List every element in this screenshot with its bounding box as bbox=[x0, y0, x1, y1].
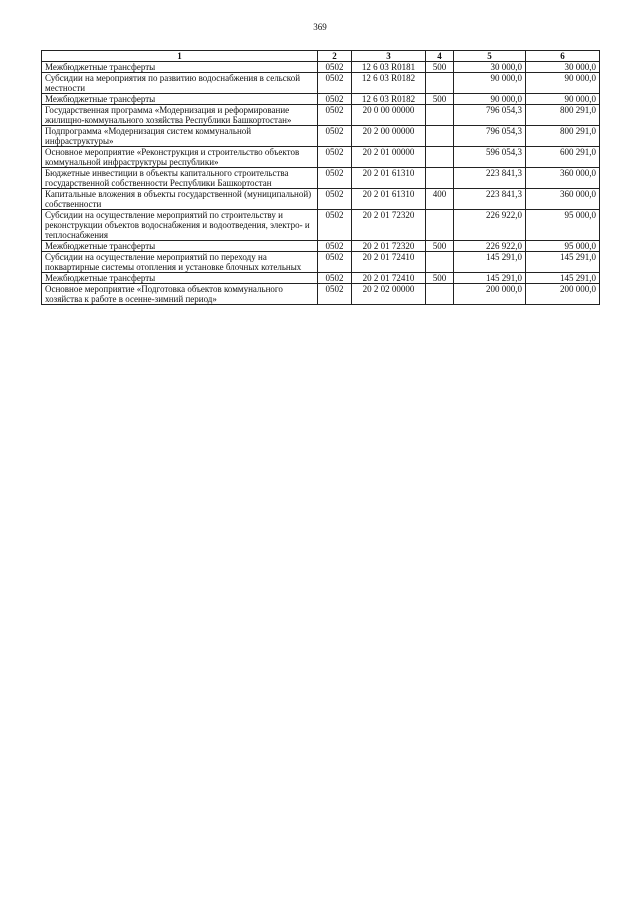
column-header-4: 4 bbox=[426, 51, 454, 62]
row-name-cell: Субсидии на мероприятия по развитию водоснабжения в сельской местности bbox=[42, 73, 318, 94]
row-code-cell: 0502 bbox=[318, 73, 352, 94]
row-name-cell: Основное мероприятие «Подготовка объектов коммунального хозяйства к работе в осенне-зимний период» bbox=[42, 284, 318, 305]
row-article-cell: 20 2 01 72410 bbox=[352, 273, 426, 284]
row-type-cell: 500 bbox=[426, 273, 454, 284]
row-type-cell: 500 bbox=[426, 241, 454, 252]
row-type-cell bbox=[426, 147, 454, 168]
row-name-cell: Капитальные вложения в объекты государственной (муниципальной) собственности bbox=[42, 189, 318, 210]
row-article-cell: 20 2 01 72320 bbox=[352, 241, 426, 252]
row-article-cell: 20 2 01 61310 bbox=[352, 189, 426, 210]
table-row bbox=[42, 189, 600, 210]
table-row bbox=[42, 105, 600, 126]
row-value-col5-cell: 223 841,3 bbox=[454, 189, 526, 210]
row-value-col6-cell: 145 291,0 bbox=[526, 252, 600, 273]
row-code-cell: 0502 bbox=[318, 189, 352, 210]
row-value-col5-cell: 90 000,0 bbox=[454, 73, 526, 94]
row-value-col6-cell: 800 291,0 bbox=[526, 126, 600, 147]
page-number: 369 bbox=[313, 22, 327, 32]
row-value-col5-cell: 30 000,0 bbox=[454, 62, 526, 73]
row-value-col5-cell: 796 054,3 bbox=[454, 126, 526, 147]
table-row bbox=[42, 73, 600, 94]
row-code-cell: 0502 bbox=[318, 284, 352, 305]
row-article-cell: 20 0 00 00000 bbox=[352, 105, 426, 126]
row-name-cell: Межбюджетные трансферты bbox=[42, 94, 318, 105]
table-body bbox=[42, 62, 600, 305]
row-value-col6-cell: 800 291,0 bbox=[526, 105, 600, 126]
row-value-col5-cell: 145 291,0 bbox=[454, 252, 526, 273]
row-name-cell: Бюджетные инвестиции в объекты капитального строительства государственной собственности Республики Башкортостан bbox=[42, 168, 318, 189]
column-header-3: 3 bbox=[352, 51, 426, 62]
column-header-6: 6 bbox=[526, 51, 600, 62]
row-value-col6-cell: 600 291,0 bbox=[526, 147, 600, 168]
row-value-col5-cell: 145 291,0 bbox=[454, 273, 526, 284]
row-article-cell: 12 6 03 R0182 bbox=[352, 94, 426, 105]
row-name-cell: Межбюджетные трансферты bbox=[42, 62, 318, 73]
row-value-col6-cell: 95 000,0 bbox=[526, 210, 600, 241]
row-name-cell: Субсидии на осуществление мероприятий по строительству и реконструкции объектов водоснабжения и водоотведения, электро- и теплоснабжения bbox=[42, 210, 318, 241]
table-row bbox=[42, 241, 600, 252]
table-row bbox=[42, 168, 600, 189]
row-type-cell: 400 bbox=[426, 189, 454, 210]
row-article-cell: 12 6 03 R0182 bbox=[352, 73, 426, 94]
column-header-1: 1 bbox=[42, 51, 318, 62]
row-code-cell: 0502 bbox=[318, 252, 352, 273]
row-code-cell: 0502 bbox=[318, 147, 352, 168]
row-value-col5-cell: 226 922,0 bbox=[454, 241, 526, 252]
row-type-cell bbox=[426, 105, 454, 126]
row-code-cell: 0502 bbox=[318, 62, 352, 73]
table-row bbox=[42, 147, 600, 168]
row-name-cell: Межбюджетные трансферты bbox=[42, 273, 318, 284]
table-row bbox=[42, 273, 600, 284]
row-article-cell: 20 2 01 72320 bbox=[352, 210, 426, 241]
table-row bbox=[42, 210, 600, 241]
budget-table bbox=[41, 50, 600, 305]
table-header-row bbox=[42, 51, 600, 62]
row-value-col6-cell: 95 000,0 bbox=[526, 241, 600, 252]
table-row bbox=[42, 62, 600, 73]
row-code-cell: 0502 bbox=[318, 241, 352, 252]
row-code-cell: 0502 bbox=[318, 168, 352, 189]
row-type-cell bbox=[426, 73, 454, 94]
row-value-col6-cell: 200 000,0 bbox=[526, 284, 600, 305]
row-code-cell: 0502 bbox=[318, 105, 352, 126]
table-row bbox=[42, 284, 600, 305]
row-name-cell: Государственная программа «Модернизация и реформирование жилищно-коммунального хозяйства Республики Башкортостан» bbox=[42, 105, 318, 126]
row-name-cell: Субсидии на осуществление мероприятий по переходу на поквартирные системы отопления и установке блочных котельных bbox=[42, 252, 318, 273]
row-article-cell: 20 2 02 00000 bbox=[352, 284, 426, 305]
row-value-col6-cell: 90 000,0 bbox=[526, 73, 600, 94]
row-value-col5-cell: 796 054,3 bbox=[454, 105, 526, 126]
row-article-cell: 20 2 00 00000 bbox=[352, 126, 426, 147]
row-value-col5-cell: 90 000,0 bbox=[454, 94, 526, 105]
column-header-5: 5 bbox=[454, 51, 526, 62]
row-value-col5-cell: 223 841,3 bbox=[454, 168, 526, 189]
row-name-cell: Межбюджетные трансферты bbox=[42, 241, 318, 252]
row-article-cell: 20 2 01 61310 bbox=[352, 168, 426, 189]
row-type-cell bbox=[426, 210, 454, 241]
row-type-cell bbox=[426, 284, 454, 305]
row-value-col6-cell: 30 000,0 bbox=[526, 62, 600, 73]
row-code-cell: 0502 bbox=[318, 126, 352, 147]
row-value-col5-cell: 200 000,0 bbox=[454, 284, 526, 305]
row-value-col6-cell: 145 291,0 bbox=[526, 273, 600, 284]
row-code-cell: 0502 bbox=[318, 210, 352, 241]
row-name-cell: Основное мероприятие «Реконструкция и строительство объектов коммунальной инфраструктуры республики» bbox=[42, 147, 318, 168]
row-value-col6-cell: 360 000,0 bbox=[526, 168, 600, 189]
table-row bbox=[42, 94, 600, 105]
table-row bbox=[42, 126, 600, 147]
row-type-cell: 500 bbox=[426, 62, 454, 73]
row-value-col5-cell: 596 054,3 bbox=[454, 147, 526, 168]
row-code-cell: 0502 bbox=[318, 273, 352, 284]
row-type-cell: 500 bbox=[426, 94, 454, 105]
row-type-cell bbox=[426, 126, 454, 147]
table-row bbox=[42, 252, 600, 273]
column-header-2: 2 bbox=[318, 51, 352, 62]
row-value-col6-cell: 90 000,0 bbox=[526, 94, 600, 105]
row-article-cell: 20 2 01 00000 bbox=[352, 147, 426, 168]
row-name-cell: Подпрограмма «Модернизация систем коммунальной инфраструктуры» bbox=[42, 126, 318, 147]
row-code-cell: 0502 bbox=[318, 94, 352, 105]
row-article-cell: 12 6 03 R0181 bbox=[352, 62, 426, 73]
row-value-col5-cell: 226 922,0 bbox=[454, 210, 526, 241]
row-type-cell bbox=[426, 252, 454, 273]
row-value-col6-cell: 360 000,0 bbox=[526, 189, 600, 210]
row-article-cell: 20 2 01 72410 bbox=[352, 252, 426, 273]
row-type-cell bbox=[426, 168, 454, 189]
